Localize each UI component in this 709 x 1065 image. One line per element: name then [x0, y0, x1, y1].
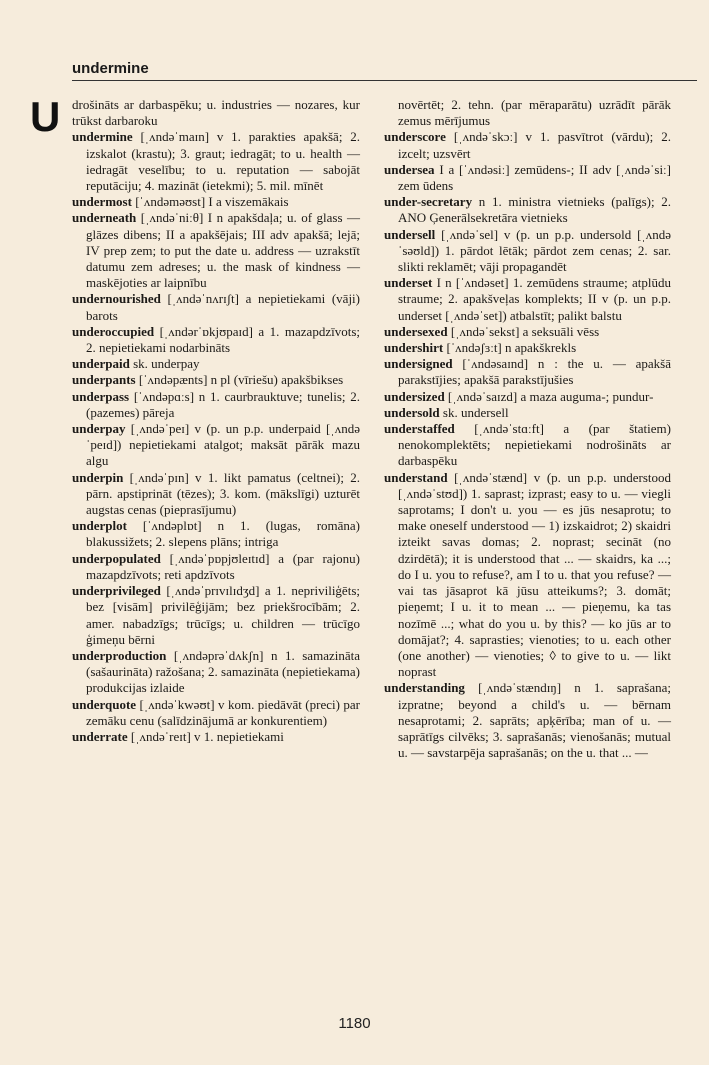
- entry-headword: undermine: [72, 129, 133, 145]
- entry-definition: [ˌʌndəˈstɑːft] a (par štatiem) nenokomplektēts; nepietiekami nodrošināts ar darbaspēku: [398, 421, 671, 469]
- dictionary-entry: [72, 194, 360, 210]
- dictionary-entry: [384, 405, 671, 421]
- entry-definition: [ˌʌndəˈsel] v (p. un p.p. undersold [ˌʌndəˈsəʊld]) 1. pārdot lētāk; pārdot zem cenas; 2. sar. slikti reklamēt; vāji propagandēt: [398, 226, 671, 275]
- entry-definition: [ˌʌndəˈskɔː] v 1. pasvītrot (vārdu); 2. izcelt; uzsvērt: [398, 129, 671, 161]
- entry-headword: underprivileged: [72, 583, 161, 599]
- entry-headword: underpopulated: [72, 550, 161, 566]
- entry-definition: [ˌʌndəˈreɪt] v 1. nepietiekami: [127, 728, 284, 744]
- entry-headword: undernourished: [72, 291, 161, 307]
- entry-definition: [ˌʌndəˈnʌrɪʃt] a nepietiekami (vāji) barots: [86, 291, 360, 323]
- entry-definition: [ˌʌndəˈsaɪzd] a maza auguma-; pundur-: [444, 388, 654, 404]
- entry-headword: undersea: [384, 161, 435, 177]
- dictionary-entry: [384, 227, 671, 276]
- entry-headword: underplot: [72, 518, 127, 534]
- entry-definition: [ˌʌndəˈsekst] a seksuāli vēss: [447, 323, 600, 339]
- entry-headword: underpants: [72, 372, 136, 388]
- dictionary-entry: [72, 389, 360, 421]
- entry-headword: underpin: [72, 469, 124, 485]
- dictionary-entry: [384, 162, 671, 194]
- entry-headword: undersell: [384, 226, 436, 242]
- entry-headword: underpay: [72, 421, 126, 437]
- dictionary-entry: [384, 340, 671, 356]
- right-column: [384, 97, 671, 761]
- dictionary-entry: [384, 680, 671, 761]
- header-word: undermine: [72, 60, 149, 77]
- entry-definition: [ˌʌndəˈpɪn] v 1. likt pamatus (celtnei); 2. pārn. apstiprināt (tēzes); 3. kom. (mākslīgi) uzturēt augstas cenas (pieprasījumu): [86, 469, 360, 518]
- entry-headword: underoccupied: [72, 323, 155, 339]
- entry-headword: underrate: [72, 728, 128, 744]
- dictionary-entry: [384, 470, 671, 681]
- dictionary-entry: [72, 648, 360, 697]
- dictionary-entry: [72, 551, 360, 583]
- entry-headword: understanding: [384, 680, 465, 696]
- entry-headword: underpass: [72, 388, 130, 404]
- entry-definition: [ˌʌndəˈkwəʊt] v kom. piedāvāt (preci) par zemāku cenu (salīdzinājumā ar konkurentiem): [86, 696, 360, 728]
- entry-definition: I a [ˈʌndəsiː] zemūdens-; II adv [ˌʌndəˈsiː] zem ūdens: [398, 161, 671, 194]
- dictionary-entry: [384, 324, 671, 340]
- dictionary-entry: [72, 518, 360, 550]
- entry-headword: underquote: [72, 696, 137, 712]
- entry-headword: undersold: [384, 404, 440, 420]
- entry-definition: [ˌʌndəˈpɒpjʊleɪtɪd] a (par rajonu) mazapdzīvots; reti apdzīvots: [86, 550, 360, 582]
- entry-headword: understaffed: [384, 421, 455, 437]
- entry-definition: [ˈʌndəpɑːs] n 1. caurbrauktuve; tunelis; 2. (pazemes) pāreja: [86, 388, 360, 420]
- entry-definition: [ˌʌndərˈɒkjʊpaɪd] a 1. mazapdzīvots; 2. nepietiekami nodarbināts: [86, 323, 360, 356]
- dictionary-entry: [72, 129, 360, 194]
- entry-definition: [ˌʌndəprəˈdʌkʃn] n 1. samazināta (sašaurināta) ražošana; 2. samazināta (nepietiekama) produkcijas izlaide: [86, 647, 360, 696]
- dictionary-entry: [72, 324, 360, 356]
- entry-definition: [ˌʌndəˈmaɪn] v 1. parakties apakšā; 2. izskalot (krastu); 3. graut; iedragāt; to u. health — iedragāt veselību; to u. reputation — sabojāt reputāciju; 4. mazināt (ietekmi); 5. mil. mīnēt: [86, 129, 360, 194]
- entry-headword: undersigned: [384, 356, 453, 372]
- entry-definition: [ˈʌndəplɒt] n 1. (lugas, romāna) blakussižets; 2. slepens plāns; intriga: [86, 518, 360, 550]
- entry-definition: [ˌʌndəˈstænd] v (p. un p.p. understood [ˌʌndəˈstʊd]) 1. saprast; izprast; easy to u. — viegli saprotams; I don't u. you — es jūs nesaprotu; to make oneself understood — 1) izskaidrot; 2) skaidri izteikt savas domas; 2. noprast; secināt (no dzirdētā); it is understood that ... — skaidrs, ka ...; do I u. you to refuse?, am I to u. that you refuse? — vai tas jāsaprot kā jūsu atteikums?; 3. domāt; pieņemt; I u. it to mean ... — pieņemu, ka tas nozīmē ...; what do you u. by this? — ko jūs ar to domājat?; 4. saprasties; vienoties; to u. each other (one another) — vienoties; ◊ to give to u. — likt noprast: [398, 469, 671, 680]
- dictionary-entry: [384, 129, 671, 161]
- entry-definition: [ˌʌndəˈpeɪ] v (p. un p.p. underpaid [ˌʌndəˈpeɪd]) nepietiekami atalgot; maksāt pārāk mazu algu: [86, 421, 360, 469]
- dictionary-entry: [72, 97, 360, 129]
- dictionary-entry: [72, 372, 360, 388]
- entry-definition: [ˌʌndəˈniːθ] I n apakšdaļa; u. of glass — glāzes dibens; II a apakšējais; III adv apakšā; lejā; IV prep zem; to put the date u. address — uzrakstīt datumu zem adreses; u. the mask of kindness — maskējoties ar laipnību: [86, 210, 360, 291]
- page-number: 1180: [338, 1015, 371, 1032]
- dictionary-entry: [72, 291, 360, 323]
- dictionary-entry: [72, 470, 360, 519]
- entry-headword: underset: [384, 275, 433, 291]
- entry-definition: [ˈʌndəsaɪnd] n : the u. — apakšā parakstījies; apakšā parakstījušies: [398, 356, 671, 388]
- entry-definition: [ˈʌndəʃɜːt] n apakškrekls: [443, 340, 577, 356]
- dictionary-entry: [384, 356, 671, 388]
- entry-definition: [ˌʌndəˈstændɪŋ] n 1. saprašana; izpratne; beyond a child's u. — bērnam nesaprotami; 2. saprāts; apķērība; man of u. — saprātīgs cilvēks; 3. saprašanās; vienošanās; mutual u. — savstarpēja saprašanās; on the u. that ... —: [398, 680, 671, 761]
- entry-definition: drošināts ar darbaspēku; u. industries — nozares, kur trūkst darbaroku: [72, 97, 360, 129]
- left-column: [72, 97, 360, 745]
- entry-definition: sk. undersell: [439, 404, 509, 420]
- dictionary-entry: [384, 421, 671, 470]
- entry-headword: underpaid: [72, 356, 130, 372]
- entry-headword: underneath: [72, 210, 137, 226]
- entry-definition: sk. underpay: [129, 356, 200, 372]
- entry-definition: [ˈʌndəpænts] n pl (vīriešu) apakšbikses: [135, 372, 344, 388]
- entry-definition: novērtēt; 2. tehn. (par mēraparātu) uzrādīt pārāk zemus mērījumus: [398, 97, 671, 129]
- entry-headword: underproduction: [72, 647, 167, 663]
- dictionary-entry: [384, 194, 671, 226]
- dictionary-entry: [72, 697, 360, 729]
- entry-headword: underscore: [384, 129, 446, 145]
- entry-definition: [ˈʌndəməʊst] I a viszemākais: [131, 194, 289, 210]
- entry-headword: undershirt: [384, 340, 444, 356]
- dictionary-entry: [72, 356, 360, 372]
- entry-definition: I n [ˈʌndəset] 1. zemūdens straume; atplūdu straume; 2. apakšveļas komplekts; II v (p. un p.p. underset [ˌʌndəˈset]) atbalstīt; palikt balstu: [398, 275, 671, 323]
- dictionary-entry: [384, 97, 671, 129]
- dictionary-entry: [72, 210, 360, 291]
- entry-headword: undersexed: [384, 323, 448, 339]
- section-letter: U: [30, 93, 61, 140]
- dictionary-entry: [72, 729, 360, 745]
- dictionary-entry: [72, 421, 360, 470]
- running-header: [72, 60, 697, 81]
- entry-definition: [ˌʌndəˈprɪvɪlɪdʒd] a 1. nepriviliģēts; bez [visām] privilēģijām; bez priekšrocībām; 2. amer. nabadzīgs; trūcīgs; u. children — trūcīgo ģimeņu bērni: [86, 583, 360, 647]
- entry-headword: under-secretary: [384, 194, 473, 210]
- entry-headword: undermost: [72, 194, 132, 210]
- entry-headword: understand: [384, 469, 448, 485]
- dictionary-entry: [384, 389, 671, 405]
- entry-headword: undersized: [384, 388, 445, 404]
- dictionary-entry: [384, 275, 671, 324]
- dictionary-entry: [72, 583, 360, 648]
- entry-definition: n 1. ministra vietnieks (palīgs); 2. ANO Ģenerālsekretāra vietnieks: [398, 194, 671, 226]
